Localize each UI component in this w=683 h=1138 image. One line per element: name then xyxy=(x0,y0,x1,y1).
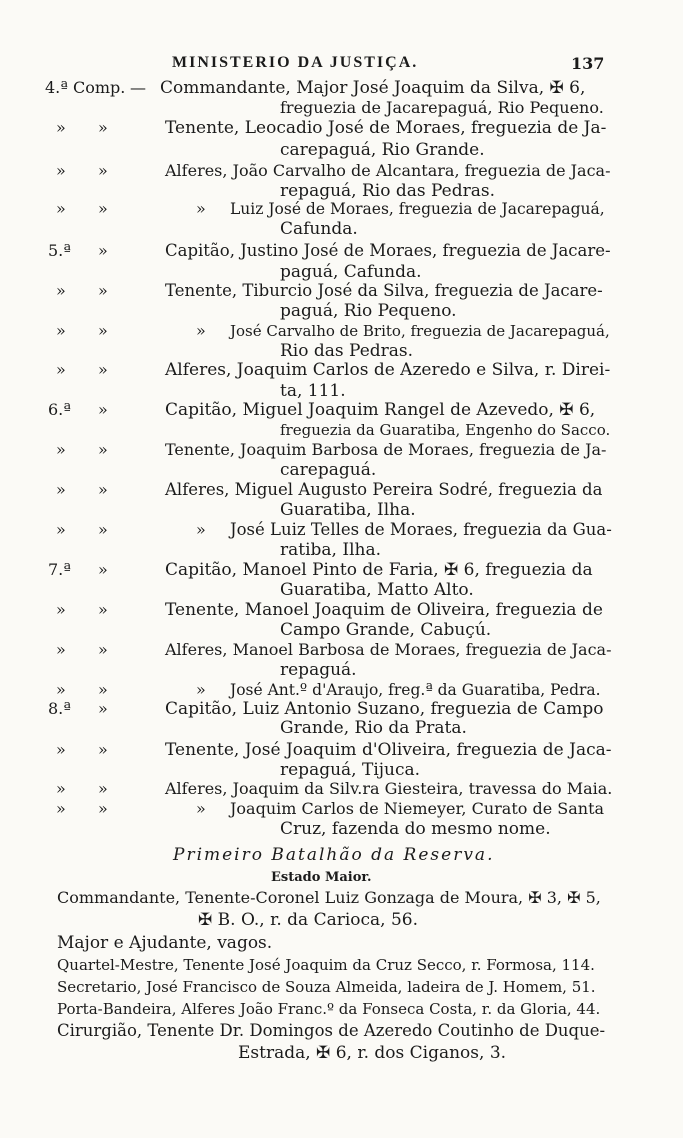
ditto-mark: » xyxy=(98,321,108,340)
page-header xyxy=(0,54,683,78)
roster-entry-continuation: carepaguá. xyxy=(280,460,377,480)
roster-entry: José Ant.º d'Araujo, freg.ª da Guaratiba, Pedra. xyxy=(230,681,601,699)
ditto-mark: » xyxy=(98,520,108,539)
roster-entry-continuation: freguezia de Jacarepaguá, Rio Pequeno. xyxy=(280,98,604,117)
ditto-mark: » xyxy=(98,600,108,619)
ditto-mark: » xyxy=(196,199,206,218)
ditto-mark: » xyxy=(98,779,108,798)
company-label: 4.ª Comp. xyxy=(45,78,126,97)
roster-entry: Capitão, Justino José de Moraes, freguezia de Jacare- xyxy=(165,241,611,260)
ditto-mark: » xyxy=(196,520,206,539)
company-label: » xyxy=(56,799,66,818)
section-subtitle: Estado Maior. xyxy=(271,870,372,885)
roster-entry: Capitão, Manoel Pinto de Faria, ✠ 6, freguezia da xyxy=(165,560,593,580)
company-label: » xyxy=(56,640,66,659)
ditto-mark: » xyxy=(98,640,108,659)
roster-entry: José Luiz Telles de Moraes, freguezia da Gua- xyxy=(230,520,612,539)
ditto-mark: » xyxy=(98,241,108,260)
ditto-mark: » xyxy=(196,680,206,699)
roster-entry-continuation: Cafunda. xyxy=(280,219,358,239)
section-line: Major e Ajudante, vagos. xyxy=(57,933,273,953)
section-line: Porta-Bandeira, Alferes João Franc.º da Fonseca Costa, r. da Gloria, 44. xyxy=(57,1000,601,1018)
ditto-mark: » xyxy=(196,321,206,340)
ditto-mark: » xyxy=(98,360,108,379)
roster-entry: Joaquim Carlos de Niemeyer, Curato de Santa xyxy=(230,799,605,818)
company-label: » xyxy=(56,161,66,180)
roster-entry: Alferes, Miguel Augusto Pereira Sodré, freguezia da xyxy=(165,480,603,499)
company-label: 5.ª xyxy=(48,241,71,260)
company-label: » xyxy=(56,480,66,499)
section-line: Secretario, José Francisco de Souza Almeida, ladeira de J. Homem, 51. xyxy=(57,978,596,996)
roster-entry: Tenente, Manoel Joaquim de Oliveira, freguezia de xyxy=(165,600,603,620)
roster-entry: Tenente, Leocadio José de Moraes, freguezia de Ja- xyxy=(165,118,607,138)
ditto-mark: » xyxy=(98,199,108,218)
roster-entry: Alferes, Joaquim Carlos de Azeredo e Silva, r. Direi- xyxy=(165,360,611,380)
roster-entry: Capitão, Miguel Joaquim Rangel de Azevedo, ✠ 6, xyxy=(165,400,596,420)
roster-entry-continuation: freguezia da Guaratiba, Engenho do Sacco. xyxy=(280,421,611,439)
ditto-mark: » xyxy=(98,560,108,579)
ditto-mark: » xyxy=(196,799,206,818)
roster-entry: Alferes, João Carvalho de Alcantara, freguezia de Jaca- xyxy=(165,161,611,180)
company-label: 8.ª xyxy=(48,699,71,718)
ditto-mark: » xyxy=(98,440,108,459)
roster-entry: Tenente, José Joaquim d'Oliveira, freguezia de Jaca- xyxy=(165,740,612,760)
roster-entry: Alferes, Manoel Barbosa de Moraes, freguezia de Jaca- xyxy=(165,640,612,659)
roster-entry-continuation: repaguá. xyxy=(280,660,357,680)
company-label: » xyxy=(56,520,66,539)
section-title: Primeiro Batalhão da Reserva. xyxy=(173,845,495,865)
roster-entry-continuation: Grande, Rio da Prata. xyxy=(280,718,467,738)
ditto-mark: » xyxy=(98,680,108,699)
roster-entry-continuation: carepaguá, Rio Grande. xyxy=(280,140,485,160)
roster-entry-continuation: Campo Grande, Cabuçú. xyxy=(280,620,492,640)
ditto-mark: — xyxy=(130,78,146,97)
page-title: MINISTERIO DA JUSTIÇA. xyxy=(172,54,419,71)
company-label: » xyxy=(56,680,66,699)
ditto-mark: » xyxy=(98,161,108,180)
roster-entry-continuation: paguá, Cafunda. xyxy=(280,262,422,282)
section-line: Estrada, ✠ 6, r. dos Ciganos, 3. xyxy=(238,1043,507,1063)
company-label: » xyxy=(56,281,66,300)
section-line: Cirurgião, Tenente Dr. Domingos de Azeredo Coutinho de Duque- xyxy=(57,1021,606,1040)
ditto-mark: » xyxy=(98,480,108,499)
roster-entry-continuation: Cruz, fazenda do mesmo nome. xyxy=(280,819,551,839)
roster-entry: Tenente, Joaquim Barbosa de Moraes, freguezia de Ja- xyxy=(165,440,607,459)
roster-entry-continuation: repaguá, Rio das Pedras. xyxy=(280,181,496,201)
roster-entry-continuation: Guaratiba, Matto Alto. xyxy=(280,580,474,600)
section-line: Commandante, Tenente-Coronel Luiz Gonzaga de Moura, ✠ 3, ✠ 5, xyxy=(57,888,601,907)
company-label: 6.ª xyxy=(48,400,71,419)
roster-entry: Capitão, Luiz Antonio Suzano, freguezia de Campo xyxy=(165,699,604,719)
roster-entry-continuation: Rio das Pedras. xyxy=(280,341,414,361)
company-label: » xyxy=(56,779,66,798)
company-label: » xyxy=(56,740,66,759)
company-label: » xyxy=(56,600,66,619)
section-line: Quartel-Mestre, Tenente José Joaquim da Cruz Secco, r. Formosa, 114. xyxy=(57,956,595,974)
roster-entry: Commandante, Major José Joaquim da Silva, ✠ 6, xyxy=(160,78,586,98)
roster-entry: Alferes, Joaquim da Silv.ra Giesteira, travessa do Maia. xyxy=(165,779,613,798)
roster-entry: Luiz José de Moraes, freguezia de Jacarepaguá, xyxy=(230,200,605,218)
company-label: » xyxy=(56,360,66,379)
roster-entry-continuation: paguá, Rio Pequeno. xyxy=(280,301,457,321)
roster-entry: José Carvalho de Brito, freguezia de Jacarepaguá, xyxy=(230,322,610,340)
roster-entry-continuation: ratiba, Ilha. xyxy=(280,540,381,560)
ditto-mark: » xyxy=(98,281,108,300)
ditto-mark: » xyxy=(98,118,108,137)
roster-entry-continuation: ta, 111. xyxy=(280,381,346,401)
page-number: 137 xyxy=(571,54,605,73)
company-label: 7.ª xyxy=(48,560,71,579)
section-line: ✠ B. O., r. da Carioca, 56. xyxy=(198,910,419,930)
roster-entry: Tenente, Tiburcio José da Silva, freguezia de Jacare- xyxy=(165,281,603,300)
ditto-mark: » xyxy=(98,699,108,718)
company-label: » xyxy=(56,199,66,218)
company-label: » xyxy=(56,118,66,137)
company-label: » xyxy=(56,321,66,340)
ditto-mark: » xyxy=(98,400,108,419)
company-label: » xyxy=(56,440,66,459)
roster-entry-continuation: repaguá, Tijuca. xyxy=(280,760,421,780)
ditto-mark: » xyxy=(98,799,108,818)
roster-entry-continuation: Guaratiba, Ilha. xyxy=(280,500,416,520)
ditto-mark: » xyxy=(98,740,108,759)
